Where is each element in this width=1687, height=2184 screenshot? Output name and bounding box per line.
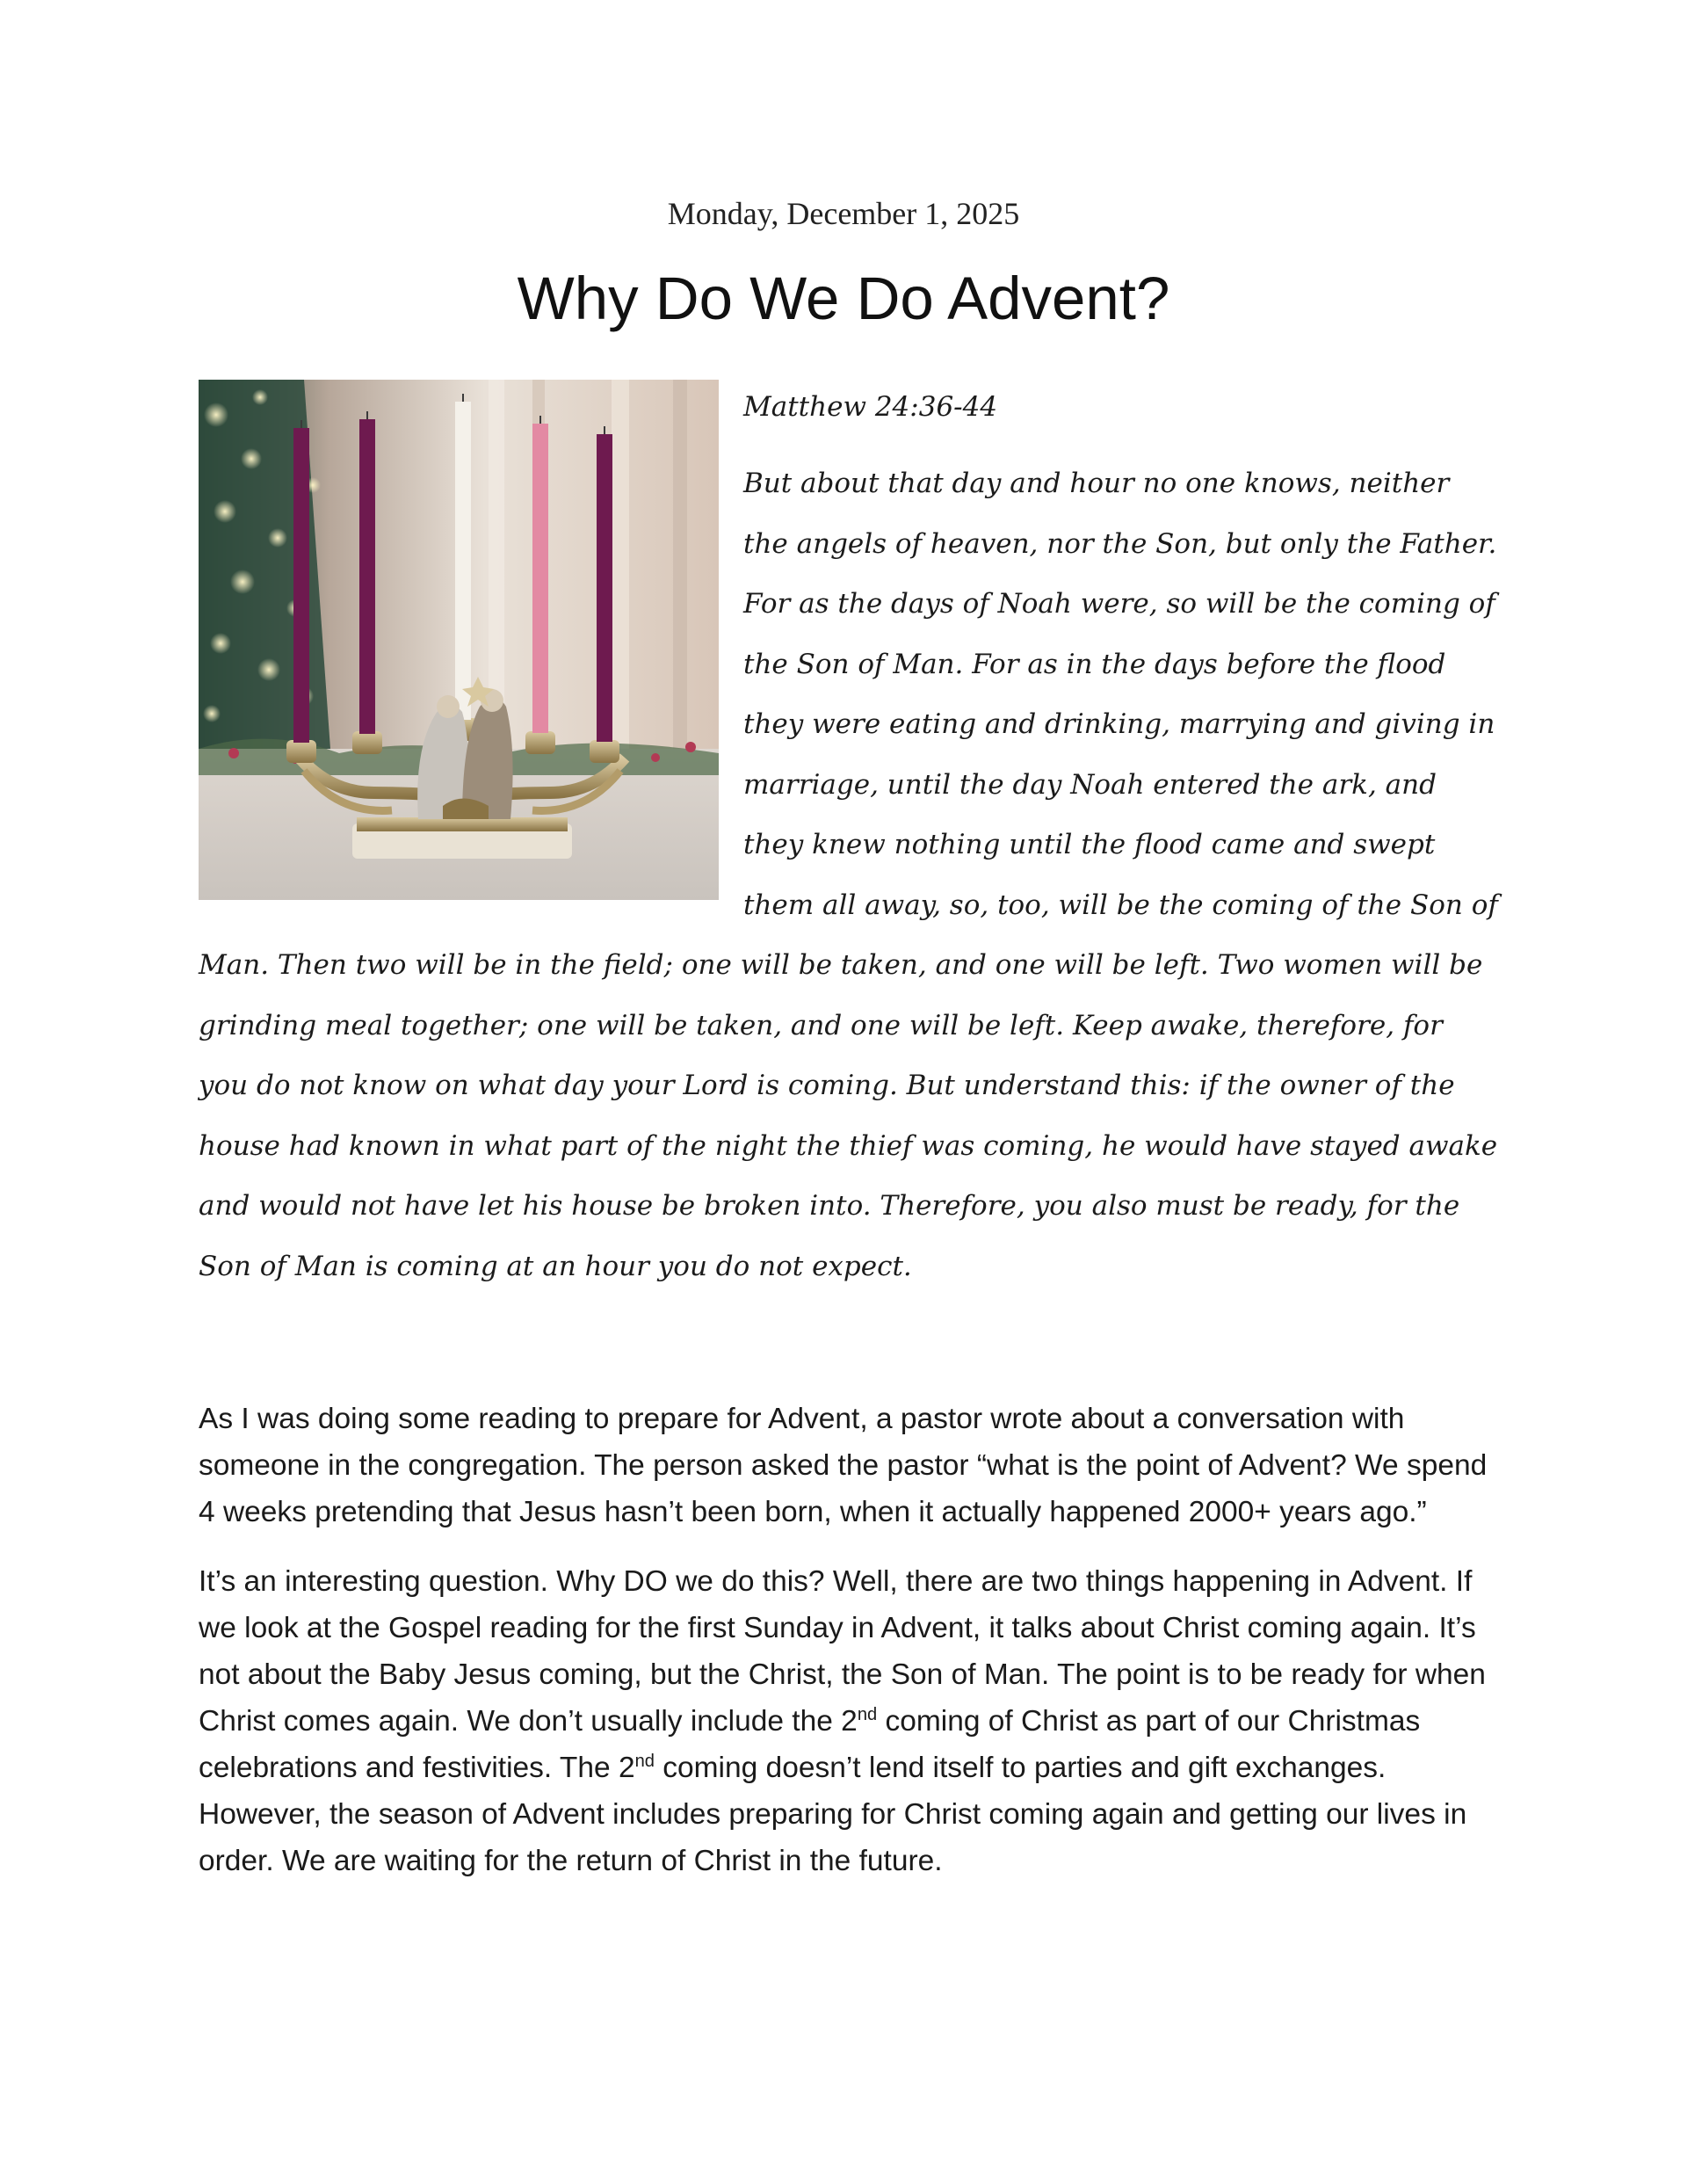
advent-wreath-photo [199,380,719,900]
date-line: Monday, December 1, 2025 [667,196,1020,231]
scripture-section [199,380,1499,1296]
advent-candles-illustration [199,380,719,900]
paragraph: As I was doing some reading to prepare for Advent, a pastor wrote about a conversation with someone in the congregation. The person asked the pastor “what is the point of Advent? We spend 4 weeks pretending that Jesus hasn’t been born, when it actually happened 2000+ years ago.” [199,1403,1488,1528]
text-run: It’s an interesting question. Why DO we do this? Well, there are two things happening in Advent. If we look at the Gospel reading for the first Sunday in Advent, it talks about Christ coming again. It’s not about the Baby Jesus coming, but the Christ, the Son of Man. The point is to be ready for when Christ comes again. We don’t usually include the 2 [199,1565,1486,1738]
text-run: coming of Christ as part of our Christmas celebrations and festivities. The 2 [199,1705,1421,1784]
text-run: coming doesn’t lend itself to parties and gift exchanges. However, the season of Advent includes preparing for Christ coming again and getting our lives in order. We are waiting for the return of Christ in the future. [199,1752,1467,1877]
paragraph [199,1558,1490,1884]
superscript: nd [857,1704,878,1724]
scripture-reference: Matthew 24:36-44 [743,391,998,423]
superscript: nd [634,1751,655,1771]
body-text [199,1396,1490,1907]
page-title: Why Do We Do Advent? [517,265,1170,332]
scripture-text: But about that day and hour no one knows, neither the angels of heaven, nor the Son, but only the Father. For as the days of Noah were, so will be the coming of the Son of Man. For as in the days before the flood they were eating and drinking, marrying and giving in marriage, until the day Noah entered the ark, and they knew nothing until the flood came and swept them all away, so, too, will be the coming of the Son of Man. Then two will be in the field; one will be taken, and one will be left. Two women will be grinding meal together; one will be taken, and one will be left. Keep awake, therefore, for you do not know on what day your Lord is coming. But understand this: if the owner of the house had known in what part of the night the thief was coming, he would have stayed awake and would not have let his house be broken into. Therefore, you also must be ready, for the Son of Man is coming at an hour you do not expect. [199,468,1498,1282]
